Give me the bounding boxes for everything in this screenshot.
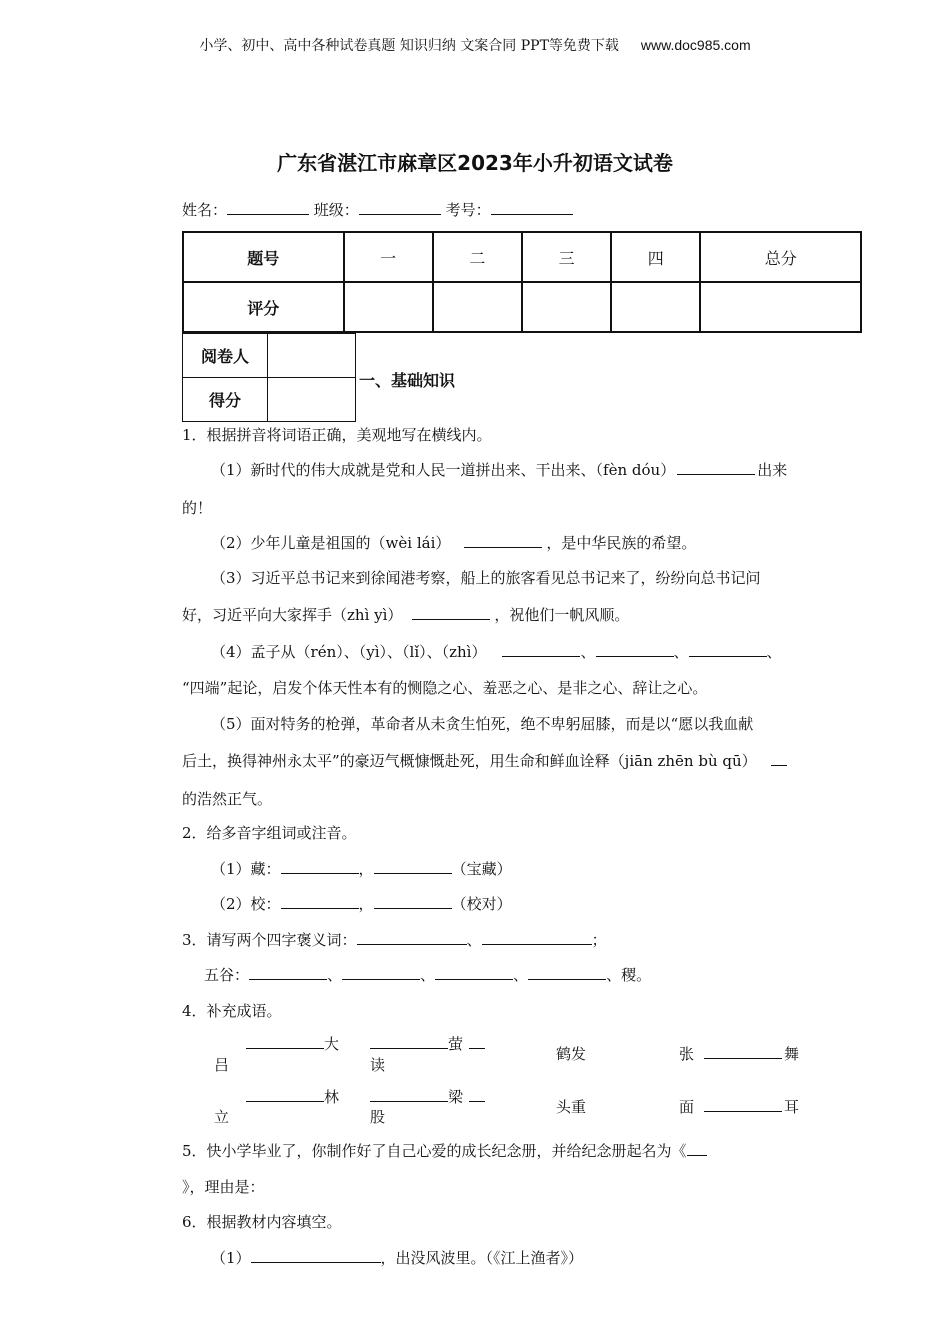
q1-p2-tail: ，是中华民族的希望。 (546, 534, 697, 552)
q1-p3-blank[interactable] (412, 604, 490, 620)
idiom-char: 股 (370, 1108, 386, 1126)
q2-p1-blank[interactable] (281, 858, 359, 874)
score-input-cell[interactable] (522, 282, 611, 332)
q4-blank[interactable] (704, 1043, 782, 1059)
q3-line2: 五谷： 、 、 、 、稷。 (204, 966, 652, 984)
q3-grain-blank[interactable] (342, 964, 420, 980)
q4-r2c2-top (370, 1086, 485, 1107)
q4-r1c4 (679, 1043, 799, 1064)
score-table-score-row (183, 282, 861, 332)
class-label: 班级： (313, 201, 359, 219)
score-table-header-row (183, 232, 861, 282)
score-input-cell[interactable] (433, 282, 522, 332)
header-text: 小学、初中、高中各种试卷真题 知识归纳 文案合同 PPT等免费下载 (199, 38, 619, 54)
q1-p4-text: （4）孟子从（rén）、（yì）、（lǐ）、（zhì） (211, 643, 487, 661)
idiom-char: 立 (214, 1108, 230, 1126)
q4-stem: 4．补充成语。 (182, 1002, 282, 1020)
q1-p4-blank[interactable] (596, 641, 674, 657)
q6-stem: 6．根据教材内容填空。 (182, 1213, 342, 1231)
q4-r1c1-top (246, 1033, 339, 1054)
idiom-char: 舞 (784, 1045, 800, 1063)
q1-part2 (211, 532, 696, 553)
q3-grain-blank[interactable] (435, 964, 513, 980)
q3-blank[interactable] (357, 929, 467, 945)
idiom-char: 面 (679, 1098, 695, 1116)
q1-p1-cont: 的！ (182, 499, 213, 517)
score-cell: 四 (611, 232, 700, 282)
score-cell: 三 (522, 232, 611, 282)
q2-part1: （1）藏： ， （宝藏） (211, 860, 512, 878)
q4-r2c1-top (246, 1086, 339, 1107)
q4-blank[interactable] (246, 1086, 324, 1102)
q4-blank[interactable] (469, 1033, 485, 1049)
q3-blank[interactable] (482, 929, 592, 945)
grader-reader-cell[interactable] (268, 334, 356, 378)
score-cell: 一 (344, 232, 433, 282)
score-input-cell[interactable] (344, 282, 433, 332)
q4-blank[interactable] (370, 1086, 448, 1102)
idiom-char: 大 (324, 1035, 340, 1053)
idiom-char: 耳 (784, 1098, 800, 1116)
q4-blank[interactable] (370, 1033, 448, 1049)
q1-part4-cont: “四端”起论，启发个体天性本有的恻隐之心、羞恶之心、是非之心、辞让之心。 (182, 679, 708, 697)
idiom-char: 读 (370, 1056, 386, 1074)
q1-p4-blank[interactable] (689, 641, 767, 657)
idiom-char: 鹤发 (556, 1045, 587, 1063)
q4-blank[interactable] (704, 1096, 782, 1112)
q1-stem: 1．根据拼音将词语正确，美观地写在横线内。 (182, 426, 492, 444)
q5-text: 5．快小学毕业了，你制作好了自己心爱的成长纪念册，并给纪念册起名为《 (182, 1142, 687, 1160)
q5-name-blank[interactable] (687, 1140, 707, 1156)
grader-score-cell[interactable] (268, 378, 356, 422)
idiom-char: 林 (324, 1088, 340, 1106)
header-url[interactable]: www.doc985.com (640, 37, 751, 53)
score-table (182, 231, 862, 333)
q1-part5-cont (182, 750, 787, 771)
q3-stem: 3．请写两个四字褒义词： (182, 931, 357, 949)
section-heading: 一、基础知识 (359, 371, 456, 390)
idiom-char: 梁 (448, 1088, 464, 1106)
idiom-char: 头重 (556, 1098, 587, 1116)
grader-score-label: 得分 (183, 378, 268, 422)
q4-r1c2-top (370, 1033, 485, 1054)
q6-p1-text: （1） (211, 1249, 251, 1267)
q1-p1-text: （1）新时代的伟大成就是党和人民一道拼出来、干出来、（fèn dóu） (211, 461, 676, 479)
idiom-char: 吕 (214, 1056, 230, 1074)
q3-p2-tail: 、稷。 (606, 966, 652, 984)
q2-p1-tail: （宝藏） (451, 860, 512, 878)
q1-p3-tail: ，祝他们一帆风顺。 (494, 606, 630, 624)
q4-blank[interactable] (469, 1086, 485, 1102)
q1-p4-blank[interactable] (502, 641, 580, 657)
score-cell: 总分 (700, 232, 861, 282)
q2-p2-text: （2）校： (211, 895, 281, 913)
grader-reader-label: 阅卷人 (183, 334, 268, 378)
q6-part1 (211, 1247, 583, 1268)
q3-grain-blank[interactable] (249, 964, 327, 980)
q2-p2-blank[interactable] (281, 893, 359, 909)
class-blank[interactable] (359, 199, 441, 215)
q2-stem: 2．给多音字组词或注音。 (182, 824, 357, 842)
q2-p2-blank[interactable] (374, 893, 452, 909)
q1-part3: （3）习近平总书记来到徐闻港考察，船上的旅客看见总书记来了，纷纷向总书记问 (211, 569, 761, 587)
name-blank[interactable] (227, 199, 309, 215)
idiom-char: 张 (679, 1045, 695, 1063)
q1-part5: （5）面对特务的枪弹，革命者从未贪生怕死，绝不卑躬屈膝，而是以“愿以我血献 (211, 715, 754, 733)
q4-blank[interactable] (246, 1033, 324, 1049)
grader-box (182, 333, 356, 422)
q2-p1-blank[interactable] (374, 858, 452, 874)
score-input-cell[interactable] (611, 282, 700, 332)
q1-p3-text: 好，习近平向大家挥手（zhì yì） (182, 606, 403, 624)
q1-part1 (211, 459, 787, 480)
idiom-char: 萤 (448, 1035, 464, 1053)
q1-part4: （4）孟子从（rén）、（yì）、（lǐ）、（zhì） 、 、 、 (211, 643, 782, 661)
q1-p2-text: （2）少年儿童是祖国的（wèi lái） (211, 534, 451, 552)
q3-grain-blank[interactable] (528, 964, 606, 980)
q1-part5-end: 的浩然正气。 (182, 790, 273, 808)
q2-p2-tail: （校对） (451, 895, 512, 913)
page-header (0, 35, 950, 55)
q3-p2-text: 五谷： (204, 966, 250, 984)
q1-part3-cont (182, 604, 629, 625)
name-label: 姓名： (182, 201, 228, 219)
q1-p1-blank[interactable] (677, 459, 755, 475)
q4-r2c4 (679, 1096, 799, 1117)
q1-p1-tail: 出来 (757, 461, 788, 479)
q2-p1-text: （1）藏： (211, 860, 281, 878)
score-cell: 二 (433, 232, 522, 282)
q6-p1-tail: ，出没风波里。（《江上渔者》） (380, 1249, 584, 1267)
score-cell: 题号 (183, 232, 344, 282)
q5-line2: 》，理由是： (182, 1178, 265, 1196)
exam-no-label: 考号： (445, 201, 491, 219)
q1-p5-blank[interactable] (771, 750, 787, 766)
q5-line1 (182, 1140, 707, 1161)
q1-p5-text: 后土，换得神州永太平”的豪迈气概慷慨赴死，用生命和鲜血诠释（jiān zhēn bù qū） (182, 752, 757, 770)
page-title: 广东省湛江市麻章区2023年小升初语文试卷 (277, 151, 673, 175)
score-input-cell[interactable] (700, 282, 861, 332)
q3-line1: 3．请写两个四字褒义词： 、 ； (182, 931, 607, 949)
score-row-label: 评分 (183, 282, 344, 332)
student-info (182, 199, 573, 220)
exam-no-blank[interactable] (491, 199, 573, 215)
q2-part2: （2）校： ， （校对） (211, 895, 512, 913)
q1-p2-blank[interactable] (464, 532, 542, 548)
q6-p1-blank[interactable] (251, 1247, 381, 1263)
